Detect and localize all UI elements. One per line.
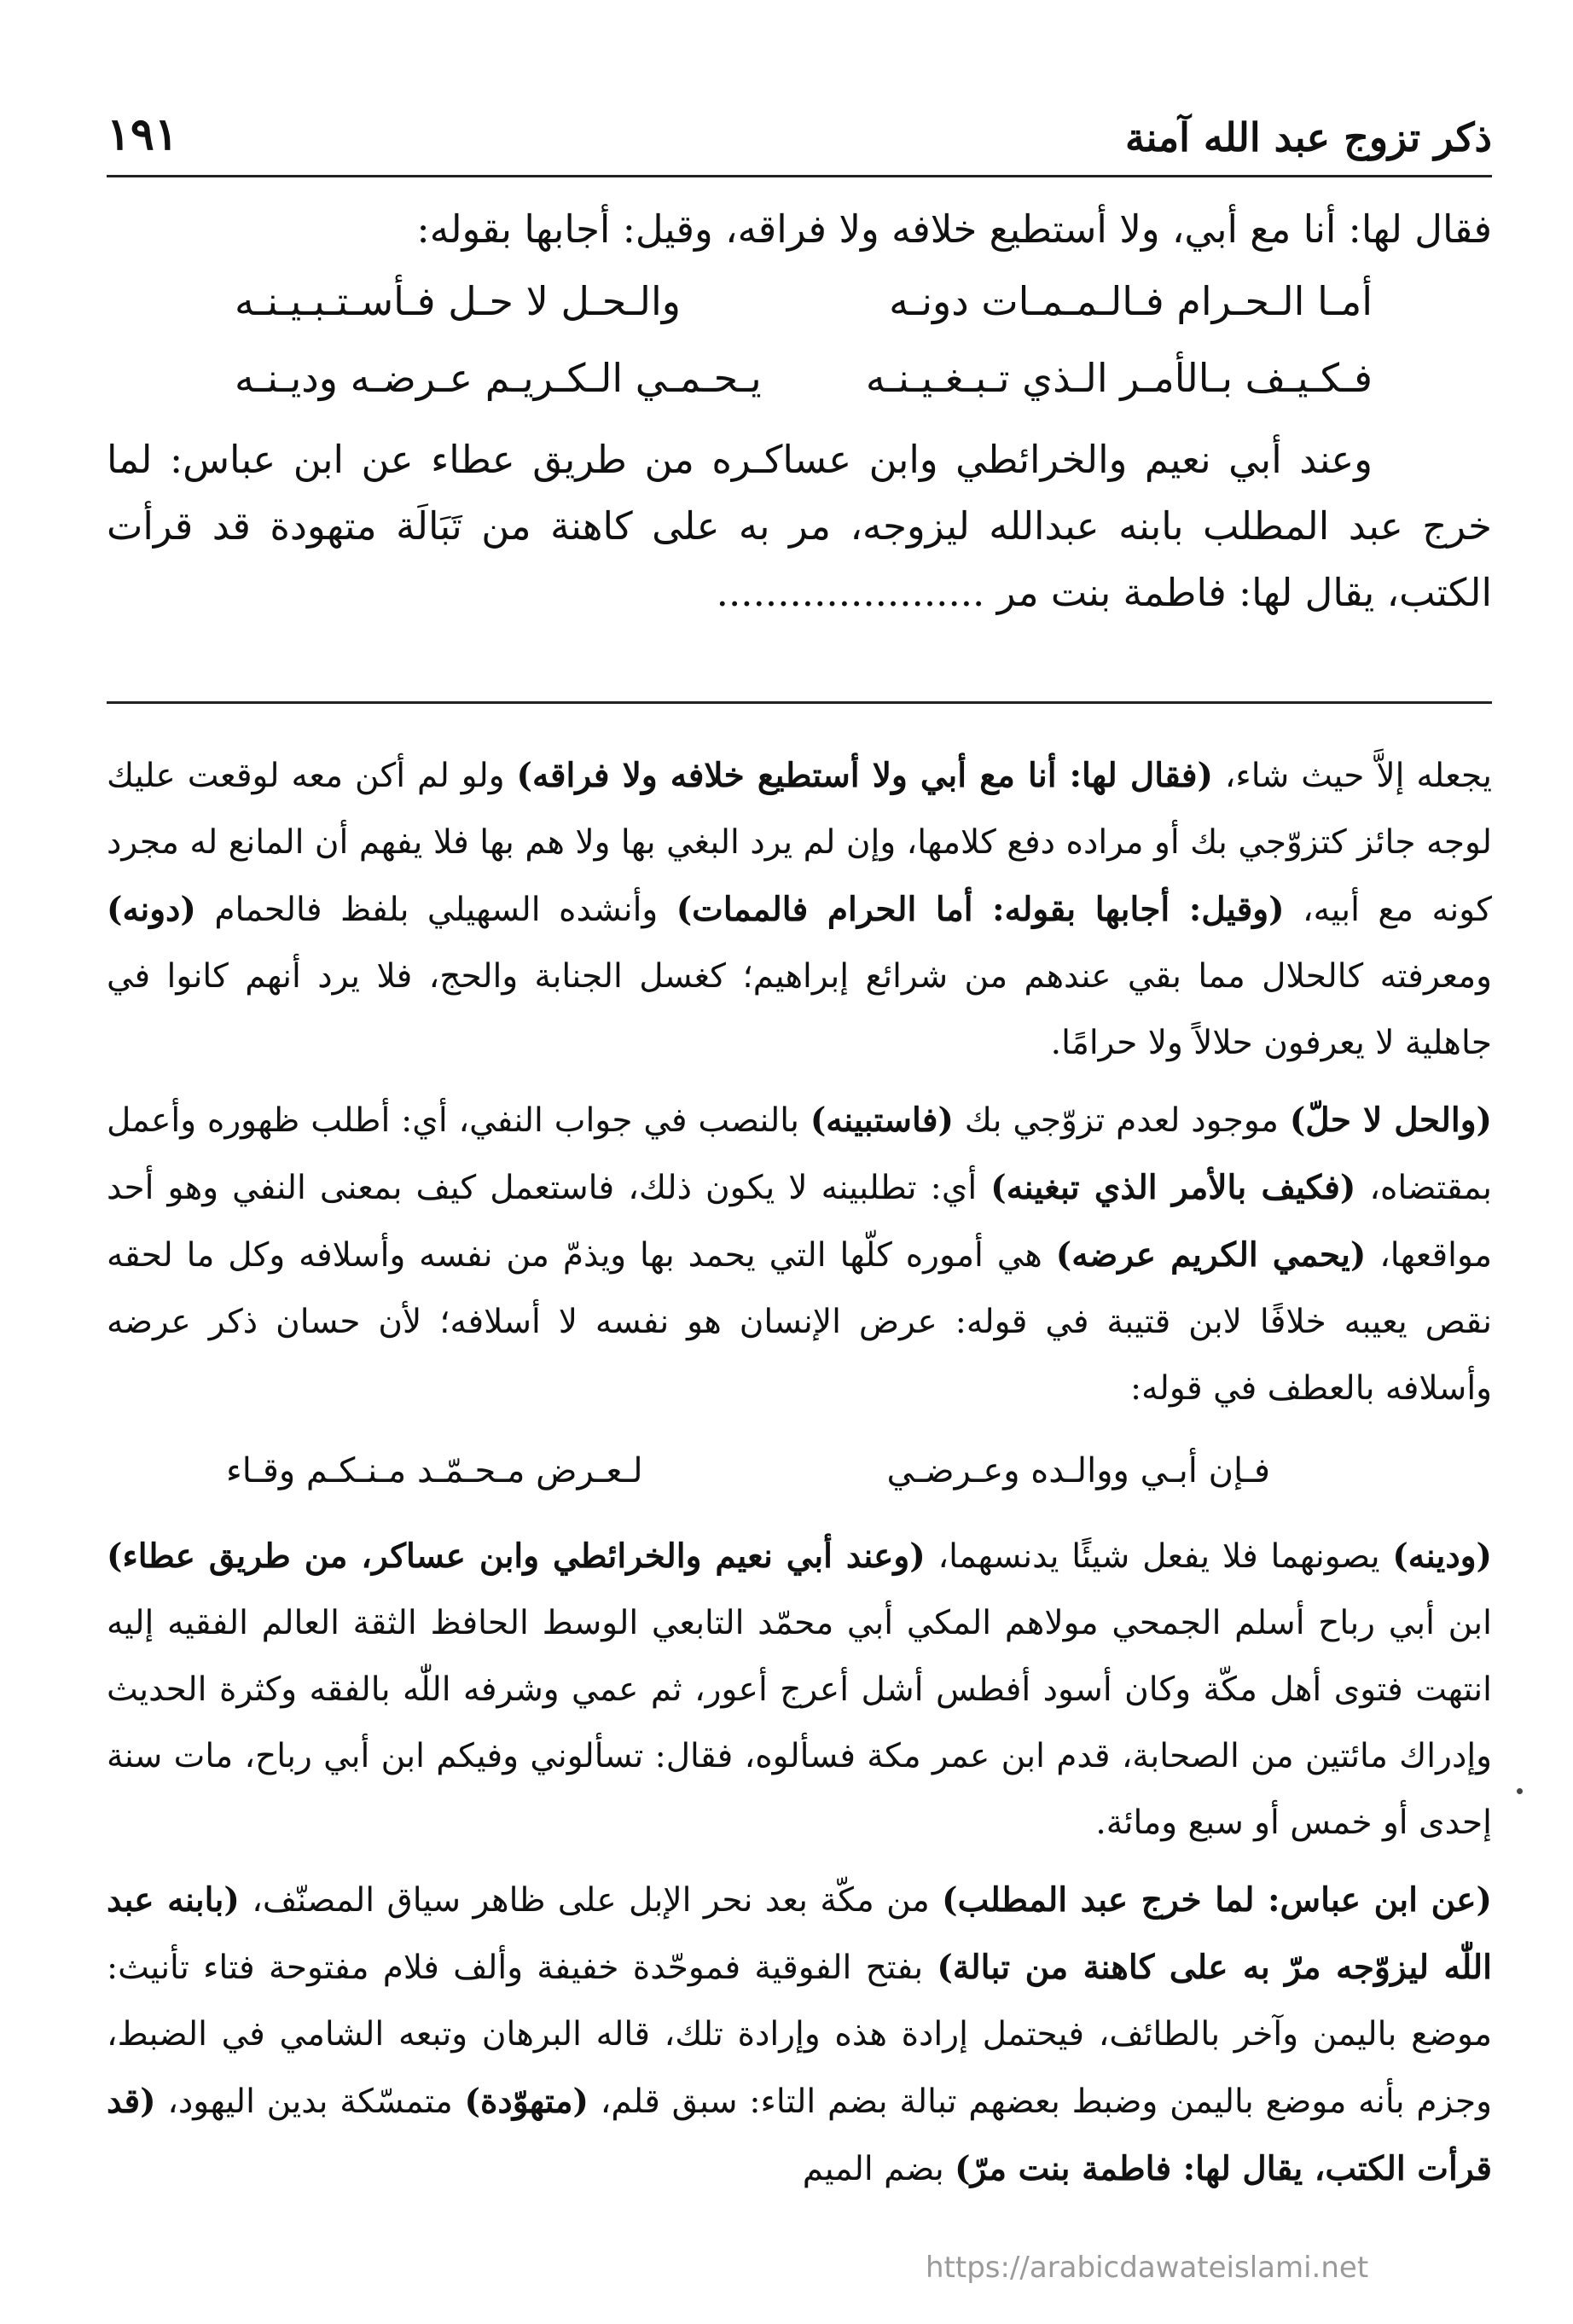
running-title: ذكر تزوج عبد الله آمنة: [1124, 114, 1492, 160]
text-run: بضم الميم: [802, 2150, 955, 2188]
verse-line-2: [107, 340, 1492, 416]
quoted-text: (متهوّدة): [464, 2082, 589, 2121]
quoted-text: (وعند أبي نعيم والخرائطي وابن عساكر، من طريق عطاء): [107, 1537, 926, 1576]
text-run: وأنشده السهيلي بلفظ فالحمام: [195, 891, 676, 929]
quoted-text: (والحل لا حلّ): [1289, 1101, 1492, 1140]
page-header: [107, 84, 1492, 160]
text-run: يجعله إلاَّ حيث شاء،: [1212, 757, 1492, 795]
header-rule: [107, 175, 1492, 177]
continuation-dots: ......................: [716, 570, 985, 615]
quoted-text: (قد قرأت الكتب، يقال لها: فاطمة بنت مرّ): [107, 2082, 1492, 2188]
cited-verse: [107, 1438, 1492, 1504]
quoted-text: (بابنه عبد اللّٰه ليزوّجه مرّ به على كاهنة من تبالة): [107, 1880, 1492, 1987]
commentary-paragraph: [107, 1087, 1492, 1422]
margin-mark: [1517, 1788, 1523, 1794]
quoted-text: (يحمي الكريم عرضه): [1055, 1235, 1367, 1275]
quoted-text: (ودينه): [1392, 1537, 1492, 1576]
text-run: يصونهما فلا يفعل شيئًا يدنسهما،: [925, 1537, 1393, 1576]
main-text: [107, 196, 1492, 626]
matn-intro: فقال لها: أنا مع أبي، ولا أستطيع خلافه ولا فراقه، وقيل: أجابها بقوله:: [416, 206, 1492, 252]
commentary-paragraph: [107, 1867, 1492, 2203]
text-run: متمسّكة بدين اليهود،: [155, 2083, 465, 2121]
commentary-text: [107, 742, 1492, 2213]
text-run: بالنصب في جواب النفي، أي: أطلب ظهوره وأعمل بمقتضاه،: [107, 1101, 1493, 1207]
quoted-text: (وقيل: أجابها بقوله: أما الحرام فالممات): [676, 890, 1285, 929]
text-run: هي أموره كلّها التي يحمد بها ويذمّ من نفسه وأسلافه وكل ما لحقه نقص يعيبه خلافًا لابن قتيبة في قوله: عرض الإنسان هو نفسه لا أسلافه؛ لأن حسان ذكر عرضه وأسلافه بالعطف في قوله:: [107, 1236, 1492, 1408]
cited-verse-second-hemistich: لـعـرض مـحـمّـد مـنـكـم وقـاء: [226, 1451, 643, 1490]
page-number: ١٩١: [107, 108, 178, 160]
text-run: ولو لم أكن معه لوقعت عليك لوجه جائز كتزوّجي بك أو مراده دفع كلامها، وإن لم يرد البغي بها ولا هم بها فلا يفهم أن المانع له مجرد كونه مع أبيه،: [107, 757, 1492, 929]
matn-paragraph-text: وعند أبي نعيم والخرائطي وابن عساكـره من طريق عطاء عن ابن عباس: لما خرج عبد المطلب بابنه عبدالله ليزوجه، مر به على كاهنة من تَبَالَة متهودة قد قرأت الكتب، يقال لها: فاطمة بنت مر: [107, 437, 1492, 615]
verse-2-second-hemistich: يـحـمـي الـكـريـم عـرضـه وديـنـه: [235, 355, 762, 401]
quoted-text: (فقال لها: أنا مع أبي ولا أستطيع خلافه ولا فراقه): [516, 756, 1213, 795]
text-run: أي: تطلبينه لا يكون ذلك، فاستعمل كيف بمعنى النفي وهو أحد مواقعها،: [107, 1169, 1492, 1275]
quoted-text: (عن ابن عباس: لما خرج عبد المطلب): [942, 1880, 1493, 1920]
text-run: ومعرفته كالحلال مما بقي عندهم من شرائع إبراهيم؛ كغسل الجنابة والحج، فلا يرد أنهم كانوا في جاهلية لا يعرفون حلالاً ولا حرامًا.: [107, 957, 1492, 1062]
matn-paragraph: [107, 427, 1492, 626]
commentary-divider: [107, 701, 1492, 704]
watermark-url: https://arabicdawateislami.net: [926, 2251, 1369, 2285]
quoted-text: (فاستبينه): [810, 1101, 954, 1140]
quoted-text: (دونه): [107, 890, 196, 929]
verse-2-first-hemistich: فـكـيـف بـالأمـر الـذي تـبـغـيـنـه: [865, 355, 1373, 401]
text-run: ابن أبي رباح أسلم الجمحي مولاهم المكي أبي محمّد التابعي الوسط الحافظ الثقة العالم الفقيه إليه انتهت فتوى أهل مكّة وكان أسود أفطس أشل أعرج أعور، ثم عمي وشرفه اللّٰه بالفقه وكثرة الحديث وإدراك مائتين من الصحابة، قدم ابن عمر مكة فسألوه، فقال: تسألوني وفيكم ابن أبي رباح، مات سنة إحدى أو خمس أو سبع ومائة.: [107, 1604, 1492, 1842]
verse-1-first-hemistich: أمـا الـحـرام فـالـمـمـات دونـه: [889, 278, 1373, 324]
commentary-paragraph: [107, 1523, 1492, 1856]
text-run: موجود لعدم تزوّجي بك: [953, 1101, 1290, 1140]
verse-line-1: [107, 263, 1492, 340]
text-run: بفتح الفوقية فموحّدة خفيفة وألف فلام مفتوحة فتاء تأنيث: موضع باليمن وآخر بالطائف، فيحتمل إرادة هذه وإرادة تلك، قاله البرهان وتبعه الشامي في الضبط، وجزم بأنه موضع باليمن وضبط بعضهم تبالة بضم التاء: سبق قلم،: [107, 1949, 1492, 2121]
quoted-text: (فكيف بالأمر الذي تبغينه): [990, 1168, 1356, 1207]
verse-1-second-hemistich: والـحـل لا حـل فـأسـتـبـيـنـه: [235, 278, 681, 324]
text-run: من مكّة بعد نحر الإبل على ظاهر سياق المصنّف،: [239, 1881, 943, 1920]
commentary-paragraph: [107, 742, 1492, 1077]
cited-verse-first-hemistich: فـإن أبـي ووالـده وعـرضـي: [886, 1451, 1270, 1490]
